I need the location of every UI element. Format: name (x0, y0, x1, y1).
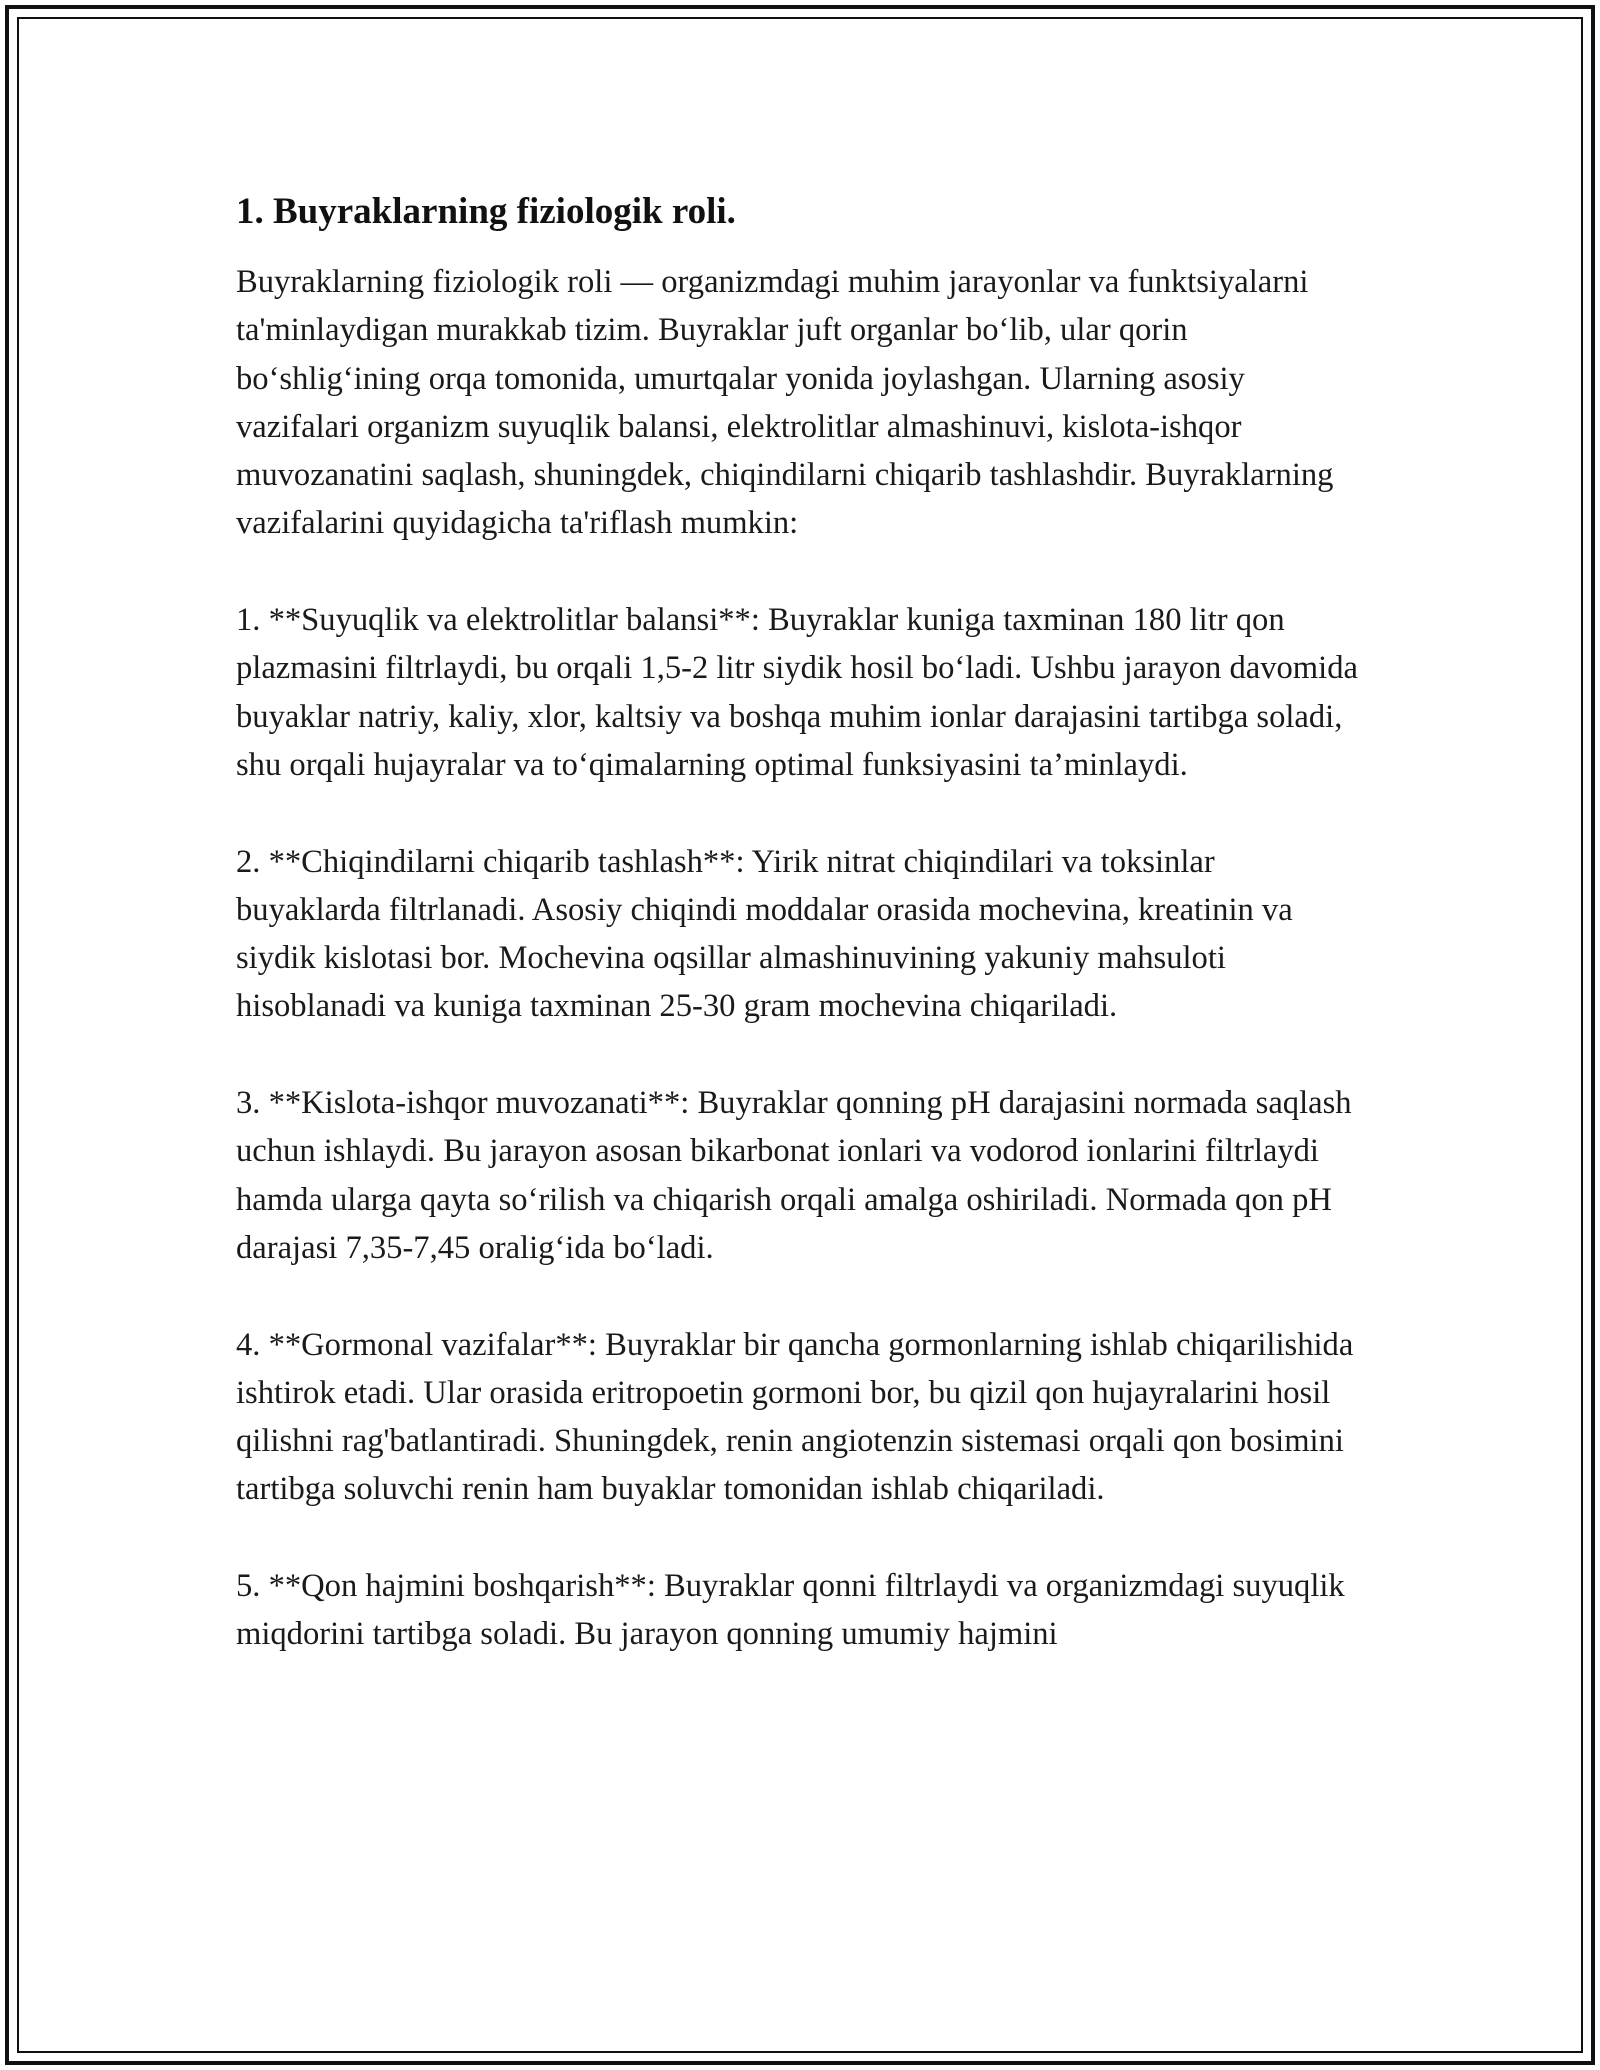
list-item-hormonal: 4. **Gormonal vazifalar**: Buyraklar bir qancha gormonlarning ishlab chiqarilishida ishtirok etadi. Ular orasida eritropoetin gormoni bor, bu qizil qon hujayralarini hosil qilishni rag'batlantiradi. Shuningdek, renin angiotenzin sistemasi orqali qon bosimini tartibga soluvchi renin ham buyaklar tomonidan ishlab chiqariladi. (236, 1326, 1354, 1508)
intro-paragraph: Buyraklarning fiziologik roli — organizmdagi muhim jarayonlar va funktsiyalarni ta'minlaydigan murakkab tizim. Buyraklar juft organlar bo‘lib, ular qorin bo‘shlig‘ining orqa tomonida, umurtqalar yonida joylashgan. Ularning asosiy vazifalari organizm suyuqlik balansi, elektrolitlar almashinuvi, kislota-ishqor muvozanatini saqlash, shuningdek, chiqindilarni chiqarib tashlashdir. Buyraklarning vazifalarini quyidagicha ta'riflash mumkin: (236, 264, 1334, 542)
list-item-acid-base: 3. **Kislota-ishqor muvozanati**: Buyraklar qonning pH darajasini normada saqlash uchun ishlaydi. Bu jarayon asosan bikarbonat ionlari va vodorod ionlarini filtrlaydi hamda ularga qayta so‘rilish va chiqarish orqali amalga oshiriladi. Normada qon pH darajasi 7,35-7,45 oralig‘ida bo‘ladi. (236, 1085, 1352, 1266)
list-item-fluid-balance: 1. **Suyuqlik va elektrolitlar balansi**: Buyraklar kuniga taxminan 180 litr qon plazmasini filtrlaydi, bu orqali 1,5-2 litr siydik hosil bo‘ladi. Ushbu jarayon davomida buyaklar natriy, kaliy, xlor, kaltsiy va boshqa muhim ionlar darajasini tartibga soladi, shu orqali hujayralar va to‘qimalarning optimal funksiyasini ta’minlaydi. (236, 602, 1358, 783)
document-body (236, 188, 1366, 1659)
list-item-waste-removal: 2. **Chiqindilarni chiqarib tashlash**: Yirik nitrat chiqindilari va toksinlar buyaklarda filtrlanadi. Asosiy chiqindi moddalar orasida mochevina, kreatinin va siydik kislotasi bor. Mochevina oqsillar almashinuvining yakuniy mahsuloti hisoblanadi va kuniga taxminan 25-30 gram mochevina chiqariladi. (236, 843, 1293, 1025)
list-item-blood-volume: 5. **Qon hajmini boshqarish**: Buyraklar qonni filtrlaydi va organizmdagi suyuqlik miqdorini tartibga soladi. Bu jarayon qonning umumiy hajmini (236, 1568, 1345, 1653)
section-heading: 1. Buyraklarning fiziologik roli. (236, 191, 736, 232)
